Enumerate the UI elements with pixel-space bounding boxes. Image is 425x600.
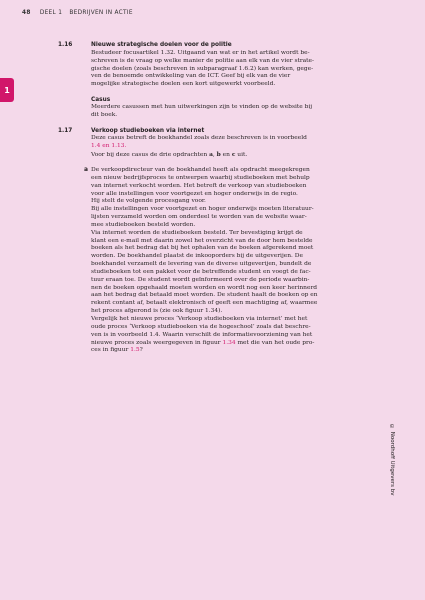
exercise-body (91, 50, 380, 89)
reference-line: 1.4 en 1.13. (91, 143, 127, 150)
body-line: gische doelen (zoals beschreven in subparagraaf 1.6.2) kan werken, gege- (91, 65, 314, 72)
body-line: Deze casus betreft de boekhandel zoals deze beschreven is in voorbeeld (91, 135, 307, 142)
body-line: tuur eraan toe. De student wordt geïnformeerd over de periode waarbin- (91, 276, 310, 283)
body-line: Bestudeer focusartikel 1.32. Uitgaand van wat er in het artikel wordt be- (91, 49, 310, 56)
casus-section (58, 97, 380, 121)
exercise-1-16 (58, 42, 380, 89)
body-line: Bij alle instellingen voor voortgezet en hoger onderwijs moeten literatuur- (91, 206, 314, 213)
header-title: BEDRIJVEN IN ACTIE (69, 10, 133, 16)
body-line: aan het bedrag dat betaald moet worden. De student haalt de boeken op en (91, 292, 318, 299)
text-fragment: en (220, 152, 232, 159)
body-line: oude proces ‘Verkoop studieboeken via de hogeschool’ zoals dat beschre- (91, 323, 311, 330)
text-fragment: nieuwe proces zoals weergegeven in figuur (91, 339, 223, 346)
body-line: Hij stelt de volgende procesgang voor. (91, 198, 206, 205)
body-line: lijsten verzameld worden om onderdeel te worden van de website waar- (91, 214, 307, 221)
body-line: voor alle instellingen voor voortgezet en hoger onderwijs in de regio. (91, 190, 298, 197)
body-line: mee studieboeken besteld worden. (91, 221, 196, 228)
body-line: Meerdere casussen met hun uitwerkingen zijn te vinden op de website bij (91, 104, 313, 111)
text-fragment: ces in figuur (91, 347, 131, 354)
body-line (91, 340, 380, 348)
body-line: De verkoopdirecteur van de boekhandel heeft als opdracht meegekregen (91, 166, 310, 173)
body-line (91, 143, 380, 151)
part-label: DEEL 1 (39, 10, 63, 16)
exercise-title: Nieuwe strategische doelen voor de politie (91, 42, 232, 48)
body-line: Vergelijk het nieuwe proces ‘Verkoop studieboeken via internet’ met het (91, 316, 308, 322)
text-fragment: uit. (235, 152, 248, 159)
subquestion-a (84, 166, 380, 355)
body-line: schreven is de vraag op welke manier de politie aan elk van de vier strate- (91, 57, 315, 64)
body-line: een nieuw bedrijfsproces te ontwerpen waarbij studieboeken met behulp (91, 174, 310, 181)
exercise-title: Verkoop studieboeken via internet (91, 127, 205, 134)
chapter-tab: 1 (0, 78, 14, 102)
option-b: b (216, 151, 221, 159)
body-line: worden. De boekhandel plaatst de inkooporders bij de uitgeverijen. De (91, 253, 304, 260)
subquestion-letter: a (84, 166, 88, 173)
exercise-1-17 (58, 128, 380, 356)
option-a: a (209, 151, 213, 159)
body-line: het proces afgerond is (zie ook figuur 1.34). (91, 308, 223, 315)
body-line: van internet verkocht worden. Het betreft de verkoop van studieboeken (91, 182, 307, 189)
body-line (91, 347, 380, 355)
body-line: rekent contant af, betaalt elektronisch of geeft een machtiging af, waarmee (91, 300, 318, 307)
body-line: ven is in voorbeeld 1.4. Waarin verschilt de informatievoorziening van het (91, 331, 313, 338)
exercise-number: 1.17 (58, 127, 73, 134)
copyright-notice: © Noordhoff Uitgevers bv (389, 424, 395, 496)
body-line: studieboeken tot een pakket voor de betreffende student en voegt de fac- (91, 268, 311, 275)
body-line: boekhandel verzamelt de levering van de diverse uitgeverijen, bundelt de (91, 261, 312, 268)
page-header (22, 10, 133, 16)
text-fragment: , (212, 152, 217, 159)
text-fragment: met die van het oude pro- (235, 339, 315, 346)
body-line: klant een e-mail met daarin zowel het overzicht van de door hem bestelde (91, 237, 313, 244)
page-number: 48 (22, 10, 31, 16)
text-fragment: ? (139, 347, 143, 354)
casus-title: Casus (91, 96, 111, 103)
body-line (91, 151, 380, 160)
body-line: Via internet worden de studieboeken besteld. Ter bevestiging krijgt de (91, 229, 303, 236)
body-line: dit boek. (91, 112, 118, 119)
page-content (58, 42, 380, 363)
figure-reference: 1.5 (130, 347, 140, 354)
text-fragment: Voor bij deze casus de drie opdrachten (91, 152, 210, 159)
body-line: nen de boeken opgehaald moeten worden en wordt nog een keer herinnerd (91, 284, 318, 291)
body-line: boeken als het bedrag dat bij het ophalen van de boeken afgerekend moet (91, 245, 314, 252)
figure-reference: 1.34 (222, 339, 236, 346)
body-line: mogelijke strategische doelen een kort uitgewerkt voorbeeld. (91, 81, 276, 88)
option-c: c (231, 151, 236, 159)
body-line: ven de benoemde ontwikkeling van de ICT. Geef bij elk van de vier (91, 73, 291, 80)
exercise-number: 1.16 (58, 42, 73, 48)
